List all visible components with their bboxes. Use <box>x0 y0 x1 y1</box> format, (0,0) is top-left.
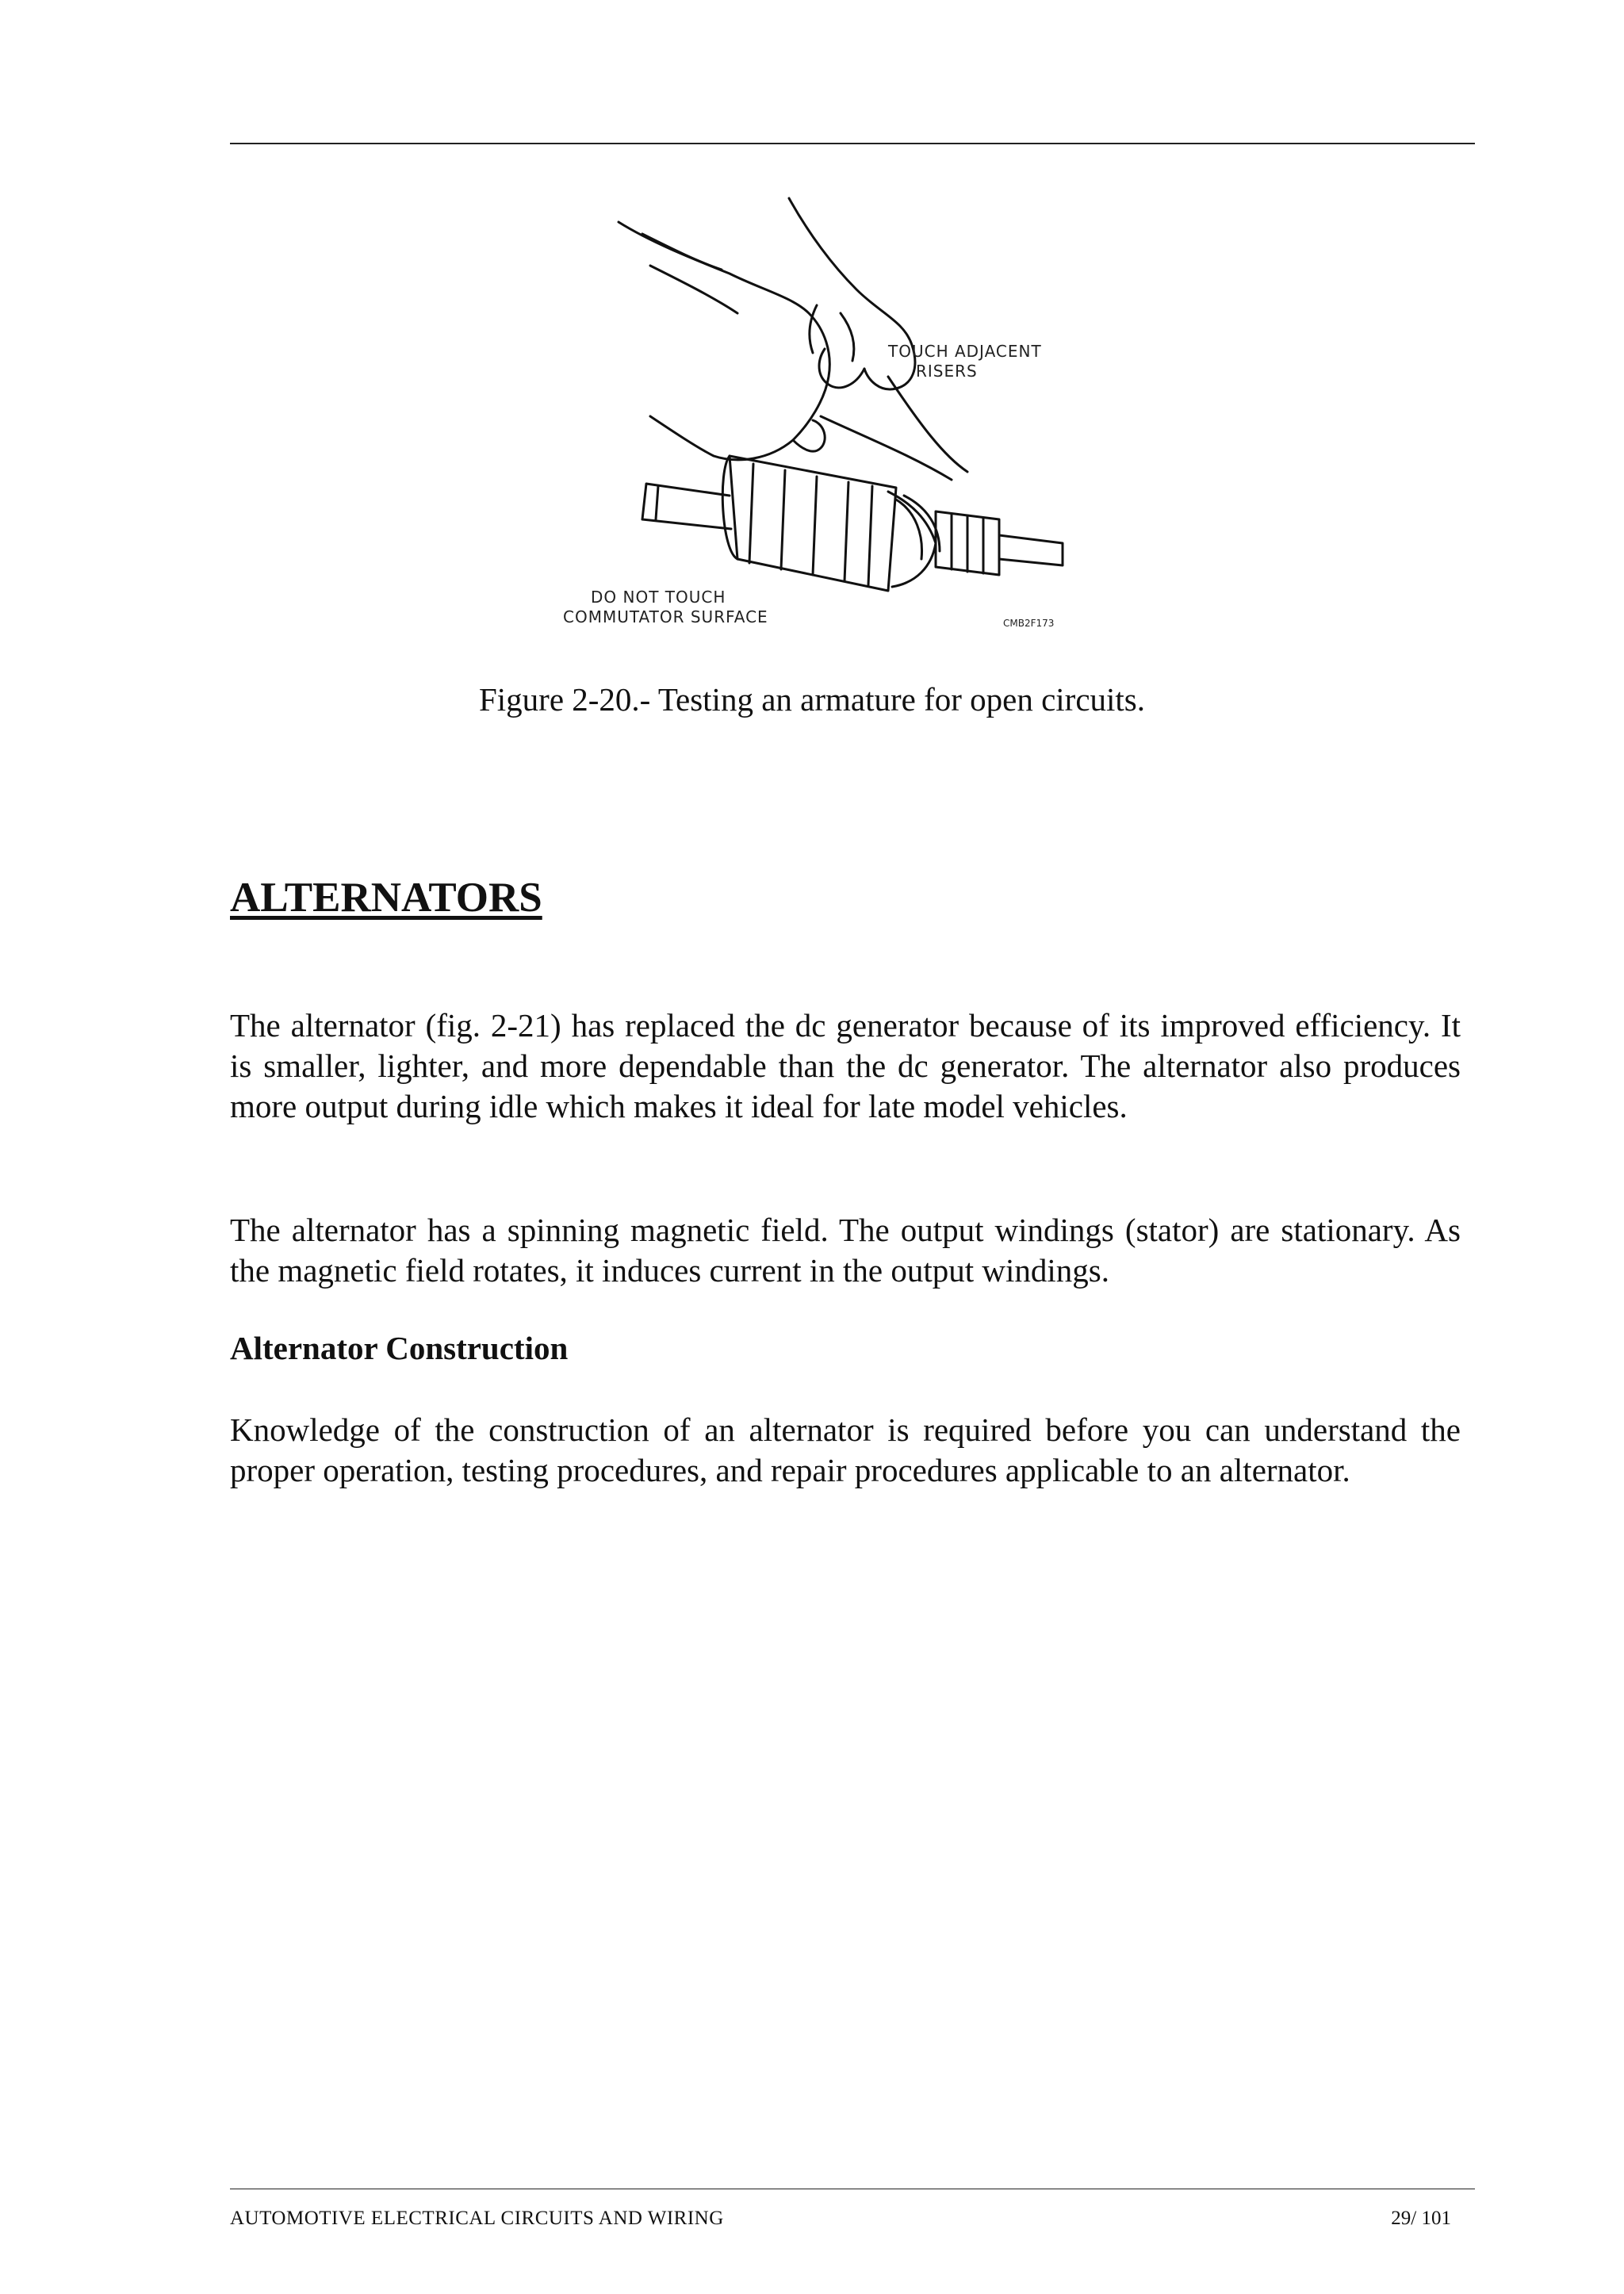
paragraph-1: The alternator (fig. 2-21) has replaced the dc generator because of its improved efficiency. It is smaller, lighter, and more dependable than the dc generator. The alternator also produces more output during idle which makes it ideal for late model vehicles. <box>230 1007 1461 1124</box>
subheading: Alternator Construction <box>230 1330 569 1366</box>
donot-label-line1: DO NOT TOUCH <box>591 588 726 607</box>
figure-caption: Figure 2-20.- Testing an armature for open circuits. <box>478 681 1146 718</box>
donot-label-line2: COMMUTATOR SURFACE <box>563 607 768 626</box>
touch-label-line2: RISERS <box>916 362 978 381</box>
header-rule <box>230 143 1475 144</box>
section-title: ALTERNATORS <box>230 875 542 921</box>
probe-wire <box>821 416 952 480</box>
paragraph-3: Knowledge of the construction of an alternator is required before you can understand the proper operation, testing procedures, and repair procedures applicable to an alternator. <box>230 1411 1461 1488</box>
footer-title: AUTOMOTIVE ELECTRICAL CIRCUITS AND WIRING <box>230 2208 724 2229</box>
armature-test-figure <box>555 186 1110 646</box>
figure-code: CMB2F173 <box>1003 618 1055 629</box>
shaft-right <box>999 535 1063 565</box>
touch-label-line1: TOUCH ADJACENT <box>888 342 1042 361</box>
left-hand-outline <box>619 222 829 460</box>
page-number: 29/ 101 <box>1391 2208 1451 2229</box>
paragraph-2: The alternator has a spinning magnetic field. The output windings (stator) are stationary. As the magnetic field rotates, it induces current in the output windings. <box>230 1212 1461 1289</box>
